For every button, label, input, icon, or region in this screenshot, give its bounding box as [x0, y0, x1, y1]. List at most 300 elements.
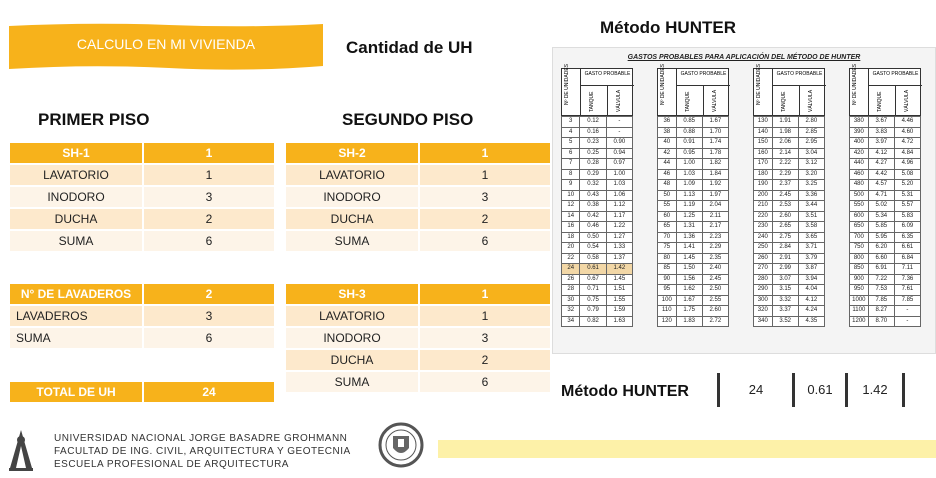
table-row: [850, 201, 921, 212]
table-cell: 2.55: [702, 295, 728, 306]
table-cell: 300: [754, 295, 773, 306]
table-row: [562, 127, 633, 138]
table-header-label: SH-1: [10, 143, 143, 164]
table-row: [562, 295, 633, 306]
table-cell: 0.38: [580, 201, 606, 212]
table-cell: 4.12: [798, 295, 824, 306]
table-cell: 700: [850, 232, 869, 243]
table-cell: 48: [658, 180, 677, 191]
table-row: [658, 232, 729, 243]
table-cell: 210: [754, 201, 773, 212]
table-row: [850, 138, 921, 149]
table-cell: 170: [754, 159, 773, 170]
table-cell: 280: [754, 274, 773, 285]
table-cell: 75: [658, 243, 677, 254]
table-cell: 1.56: [676, 274, 702, 285]
table-cell: 1.91: [772, 117, 798, 128]
table-cell: 3.87: [798, 264, 824, 275]
table-cell: 42: [658, 148, 677, 159]
row-value: 2: [419, 349, 550, 371]
table-row: [658, 285, 729, 296]
table-cell: -: [606, 127, 632, 138]
table-cell: 160: [754, 148, 773, 159]
table-cell: 1.45: [676, 253, 702, 264]
hunter-values-table: [849, 116, 921, 327]
hunter-values-table: [657, 116, 729, 327]
table-row: [562, 148, 633, 159]
tanque-header-label: TANQUE: [685, 91, 691, 112]
table-cell: 2.80: [798, 117, 824, 128]
table-cell: 2.50: [702, 285, 728, 296]
table-cell: 22: [562, 253, 580, 264]
table-cell: 2.53: [772, 201, 798, 212]
table-row: [754, 169, 825, 180]
table-cell: 3.52: [772, 316, 798, 327]
tanque-column-header: [869, 85, 896, 116]
table-cell: 850: [850, 264, 869, 275]
table-row: [10, 164, 274, 186]
row-label: INODORO: [286, 186, 419, 208]
table-cell: 4.42: [868, 169, 894, 180]
table-cell: -: [606, 117, 632, 128]
table-row: [754, 201, 825, 212]
table-cell: 3: [562, 117, 580, 128]
table-cell: 0.94: [606, 148, 632, 159]
table-cell: 5: [562, 138, 580, 149]
table-cell: 180: [754, 169, 773, 180]
units-header-label: Nº DE UNIDADES: [756, 64, 762, 105]
table-cell: 2.35: [702, 253, 728, 264]
table-cell: 1.42: [606, 264, 632, 275]
table-row: [562, 232, 633, 243]
row-value: 3: [419, 186, 550, 208]
table-cell: 800: [850, 253, 869, 264]
total-uh-value: 24: [143, 382, 274, 403]
table-cell: 1200: [850, 316, 869, 327]
table-cell: 30: [562, 295, 580, 306]
table-row: [754, 222, 825, 233]
hunter-values-table: [561, 116, 633, 327]
table-cell: 6.61: [894, 243, 920, 254]
table-header-value: 1: [419, 284, 550, 305]
table-cell: 5.31: [894, 190, 920, 201]
table-row: [754, 232, 825, 243]
table-row: [562, 117, 633, 128]
table-cell: 65: [658, 222, 677, 233]
table-cell: 5.83: [894, 211, 920, 222]
table-cell: 40: [658, 138, 677, 149]
table-cell: 0.71: [580, 285, 606, 296]
table-cell: 1.83: [676, 316, 702, 327]
table-row: [850, 190, 921, 201]
table-row: [658, 253, 729, 264]
table-cell: 1.33: [606, 243, 632, 254]
table-header-row: [10, 284, 274, 305]
table-row: [850, 253, 921, 264]
table-cell: 0.23: [580, 138, 606, 149]
table-header-row: [286, 143, 550, 164]
table-cell: 85: [658, 264, 677, 275]
table-row: [658, 159, 729, 170]
footer-faculty: FACULTAD DE ING. CIVIL, ARQUITECTURA Y GEOTECNIA: [54, 446, 351, 457]
table-row: [850, 243, 921, 254]
table-cell: 480: [850, 180, 869, 191]
table-cell: 5.02: [868, 201, 894, 212]
table-cell: 24: [562, 264, 580, 275]
table-cell: 2.29: [772, 169, 798, 180]
table-cell: 2.60: [772, 211, 798, 222]
table-row: [562, 169, 633, 180]
table-cell: 0.88: [676, 127, 702, 138]
table-cell: 2.75: [772, 232, 798, 243]
table-row: [850, 232, 921, 243]
table-cell: 1.67: [702, 117, 728, 128]
total-uh-table: [10, 382, 274, 404]
table-cell: 0.75: [580, 295, 606, 306]
table-cell: 550: [850, 201, 869, 212]
table-row: [562, 138, 633, 149]
table-cell: 2.85: [798, 127, 824, 138]
table-cell: 1.78: [702, 148, 728, 159]
table-cell: 3.67: [868, 117, 894, 128]
table-cell: 3.12: [798, 159, 824, 170]
table-cell: 3.58: [798, 222, 824, 233]
table-cell: 950: [850, 285, 869, 296]
table-cell: 1.50: [676, 264, 702, 275]
table-row: [754, 159, 825, 170]
table-cell: 2.14: [772, 148, 798, 159]
units-column-header: [658, 64, 677, 115]
table-cell: 460: [850, 169, 869, 180]
table-header-row: [286, 284, 550, 305]
table-row: [286, 305, 550, 327]
hunter-table-title: GASTOS PROBABLES PARA APLICACIÓN DEL MÉTODO DE HUNTER: [627, 54, 861, 61]
row-value: 3: [419, 327, 550, 349]
table-row: [850, 316, 921, 327]
table-cell: 3.04: [798, 148, 824, 159]
table-cell: 6.20: [868, 243, 894, 254]
table-cell: 2.11: [702, 211, 728, 222]
hunter-block-header: [657, 64, 729, 116]
table-cell: 4.57: [868, 180, 894, 191]
table-row: [562, 274, 633, 285]
table-cell: 1.70: [702, 127, 728, 138]
gasto-probable-header: GASTO PROBABLE: [680, 71, 727, 77]
table-cell: 1.84: [702, 169, 728, 180]
table-cell: 18: [562, 232, 580, 243]
table-row: [850, 264, 921, 275]
table-cell: 1.98: [772, 127, 798, 138]
table-cell: 3.83: [868, 127, 894, 138]
table-row: [286, 164, 550, 186]
table-cell: 16: [562, 222, 580, 233]
table-row: [754, 211, 825, 222]
table-cell: 44: [658, 159, 677, 170]
row-label: LAVADEROS: [10, 305, 143, 327]
table-cell: 2.17: [702, 222, 728, 233]
hunter-block-header: [561, 64, 633, 116]
table-row: [850, 274, 921, 285]
table-cell: 6.35: [894, 232, 920, 243]
table-header-value: 1: [143, 143, 274, 164]
table-cell: 1.25: [676, 211, 702, 222]
table-row: [658, 306, 729, 317]
table-cell: 7.61: [894, 285, 920, 296]
table-cell: 1.75: [676, 306, 702, 317]
table-row: [562, 159, 633, 170]
table-row: [562, 222, 633, 233]
table-row: [562, 190, 633, 201]
table-cell: -: [894, 316, 920, 327]
table-cell: 110: [658, 306, 677, 317]
table-header-value: 1: [419, 143, 550, 164]
table-cell: 14: [562, 211, 580, 222]
table-cell: 4.72: [894, 138, 920, 149]
table-cell: 1.63: [606, 316, 632, 327]
table-cell: 26: [562, 274, 580, 285]
table-row: [754, 180, 825, 191]
table-cell: 5.57: [894, 201, 920, 212]
table-cell: 1.51: [606, 285, 632, 296]
table-cell: 3.07: [772, 274, 798, 285]
table-cell: 650: [850, 222, 869, 233]
table-cell: 1100: [850, 306, 869, 317]
table-cell: 0.91: [676, 138, 702, 149]
table-header-label: SH-3: [286, 284, 419, 305]
table-cell: 340: [754, 316, 773, 327]
table-cell: 6.09: [894, 222, 920, 233]
table-row: [754, 243, 825, 254]
table-cell: 2.40: [702, 264, 728, 275]
table-cell: 80: [658, 253, 677, 264]
lavaderos-table: [10, 284, 274, 350]
table-header-row: [10, 143, 274, 164]
table-cell: 6.60: [868, 253, 894, 264]
row-value: 2: [143, 208, 274, 230]
table-row: [754, 316, 825, 327]
hunter-reference-table: [552, 47, 936, 354]
table-cell: 1.22: [606, 222, 632, 233]
table-cell: 3.71: [798, 243, 824, 254]
table-cell: 70: [658, 232, 677, 243]
tanque-header-label: TANQUE: [589, 91, 595, 112]
table-cell: 2.22: [772, 159, 798, 170]
tanque-column-header: [677, 85, 704, 116]
hunter-block-header: [753, 64, 825, 116]
table-row: [754, 190, 825, 201]
table-row: [658, 295, 729, 306]
table-cell: 0.32: [580, 180, 606, 191]
row-value: 6: [143, 230, 274, 252]
table-cell: 1.00: [676, 159, 702, 170]
table-cell: 34: [562, 316, 580, 327]
table-cell: 7.36: [894, 274, 920, 285]
result-valvula: 1.42: [845, 373, 905, 407]
table-cell: 1.37: [606, 253, 632, 264]
table-cell: 0.42: [580, 211, 606, 222]
row-label: SUMA: [286, 371, 419, 393]
table-cell: 3.15: [772, 285, 798, 296]
sh1-table: [10, 143, 274, 253]
row-label: DUCHA: [286, 208, 419, 230]
table-row: [562, 316, 633, 327]
table-cell: 2.95: [798, 138, 824, 149]
row-label: SUMA: [286, 230, 419, 252]
table-cell: 230: [754, 222, 773, 233]
valvula-column-header: [704, 85, 730, 116]
table-cell: 1.62: [676, 285, 702, 296]
table-row: [754, 148, 825, 159]
table-cell: 38: [658, 127, 677, 138]
table-cell: 3.94: [798, 274, 824, 285]
table-cell: 2.29: [702, 243, 728, 254]
table-row: [850, 169, 921, 180]
table-cell: 0.82: [580, 316, 606, 327]
table-row: [562, 243, 633, 254]
table-cell: 600: [850, 211, 869, 222]
table-row: [850, 285, 921, 296]
table-cell: 5.85: [868, 222, 894, 233]
table-row: [754, 127, 825, 138]
table-cell: 0.97: [606, 159, 632, 170]
table-cell: 7.53: [868, 285, 894, 296]
table-row: [658, 138, 729, 149]
table-cell: 3.36: [798, 190, 824, 201]
tanque-header-label: TANQUE: [877, 91, 883, 112]
table-header-label: N° DE LAVADEROS: [10, 284, 143, 305]
university-logo-icon: [6, 428, 36, 472]
table-row: [562, 285, 633, 296]
table-row: [850, 159, 921, 170]
table-cell: 1.41: [676, 243, 702, 254]
table-cell: 7.85: [894, 295, 920, 306]
table-row: [658, 274, 729, 285]
table-cell: 250: [754, 243, 773, 254]
table-cell: 3.97: [868, 138, 894, 149]
valvula-header-label: VÁLVULA: [712, 89, 718, 112]
table-cell: 220: [754, 211, 773, 222]
table-cell: 0.16: [580, 127, 606, 138]
table-cell: 0.25: [580, 148, 606, 159]
table-cell: 2.60: [702, 306, 728, 317]
table-row: [754, 274, 825, 285]
table-cell: 4.60: [894, 127, 920, 138]
table-cell: 420: [850, 148, 869, 159]
table-cell: 4.71: [868, 190, 894, 201]
row-value: 1: [143, 164, 274, 186]
valvula-header-label: VÁLVULA: [904, 89, 910, 112]
table-cell: 260: [754, 253, 773, 264]
row-label: SUMA: [10, 230, 143, 252]
table-header-value: 2: [143, 284, 274, 305]
hunter-title: Método HUNTER: [600, 18, 736, 37]
result-units: 24: [717, 373, 792, 407]
row-label: INODORO: [286, 327, 419, 349]
table-cell: 1.03: [676, 169, 702, 180]
table-cell: 12: [562, 201, 580, 212]
table-row: [658, 127, 729, 138]
table-cell: 4: [562, 127, 580, 138]
table-cell: 32: [562, 306, 580, 317]
table-cell: 1.00: [606, 169, 632, 180]
table-cell: 9: [562, 180, 580, 191]
row-label: LAVATORIO: [10, 164, 143, 186]
table-cell: 1.97: [702, 190, 728, 201]
table-cell: 5.20: [894, 180, 920, 191]
table-cell: 500: [850, 190, 869, 201]
table-row: [658, 169, 729, 180]
table-cell: 60: [658, 211, 677, 222]
table-header-label: SH-2: [286, 143, 419, 164]
table-row: [850, 306, 921, 317]
table-cell: 3.32: [772, 295, 798, 306]
table-cell: 6: [562, 148, 580, 159]
table-cell: 1.36: [676, 232, 702, 243]
table-cell: 380: [850, 117, 869, 128]
table-cell: 3.51: [798, 211, 824, 222]
table-cell: 150: [754, 138, 773, 149]
table-cell: 95: [658, 285, 677, 296]
footer-school: ESCUELA PROFESIONAL DE ARQUITECTURA: [54, 459, 289, 470]
table-cell: 2.06: [772, 138, 798, 149]
table-cell: 2.99: [772, 264, 798, 275]
tanque-column-header: [773, 85, 800, 116]
table-cell: 130: [754, 117, 773, 128]
table-row: [562, 180, 633, 191]
valvula-column-header: [896, 85, 922, 116]
table-row: [562, 264, 633, 275]
row-value: 6: [143, 327, 274, 349]
row-value: 6: [419, 371, 550, 393]
faculty-seal-icon: [378, 418, 424, 472]
table-row: [754, 285, 825, 296]
hunter-block: [849, 64, 921, 327]
row-label: INODORO: [10, 186, 143, 208]
table-cell: 28: [562, 285, 580, 296]
table-cell: 0.43: [580, 190, 606, 201]
table-cell: 4.84: [894, 148, 920, 159]
table-cell: 120: [658, 316, 677, 327]
table-cell: 200: [754, 190, 773, 201]
table-cell: 0.50: [580, 232, 606, 243]
table-row: [658, 222, 729, 233]
table-cell: 1.03: [606, 180, 632, 191]
table-cell: 440: [850, 159, 869, 170]
table-cell: 320: [754, 306, 773, 317]
table-cell: 2.45: [772, 190, 798, 201]
table-cell: 4.12: [868, 148, 894, 159]
table-row: [286, 186, 550, 208]
table-row: [10, 208, 274, 230]
table-row: [754, 253, 825, 264]
table-cell: 3.44: [798, 201, 824, 212]
table-row: [658, 211, 729, 222]
table-cell: 3.65: [798, 232, 824, 243]
row-label: DUCHA: [286, 349, 419, 371]
table-cell: 5.34: [868, 211, 894, 222]
table-cell: 0.95: [676, 148, 702, 159]
tanque-header-label: TANQUE: [781, 91, 787, 112]
table-cell: 0.58: [580, 253, 606, 264]
table-cell: 0.67: [580, 274, 606, 285]
table-cell: 20: [562, 243, 580, 254]
table-cell: 2.45: [702, 274, 728, 285]
table-row: [754, 138, 825, 149]
table-cell: 2.37: [772, 180, 798, 191]
hunter-block-header: [849, 64, 921, 116]
tanque-column-header: [581, 85, 608, 116]
valvula-header-label: VÁLVULA: [808, 89, 814, 112]
